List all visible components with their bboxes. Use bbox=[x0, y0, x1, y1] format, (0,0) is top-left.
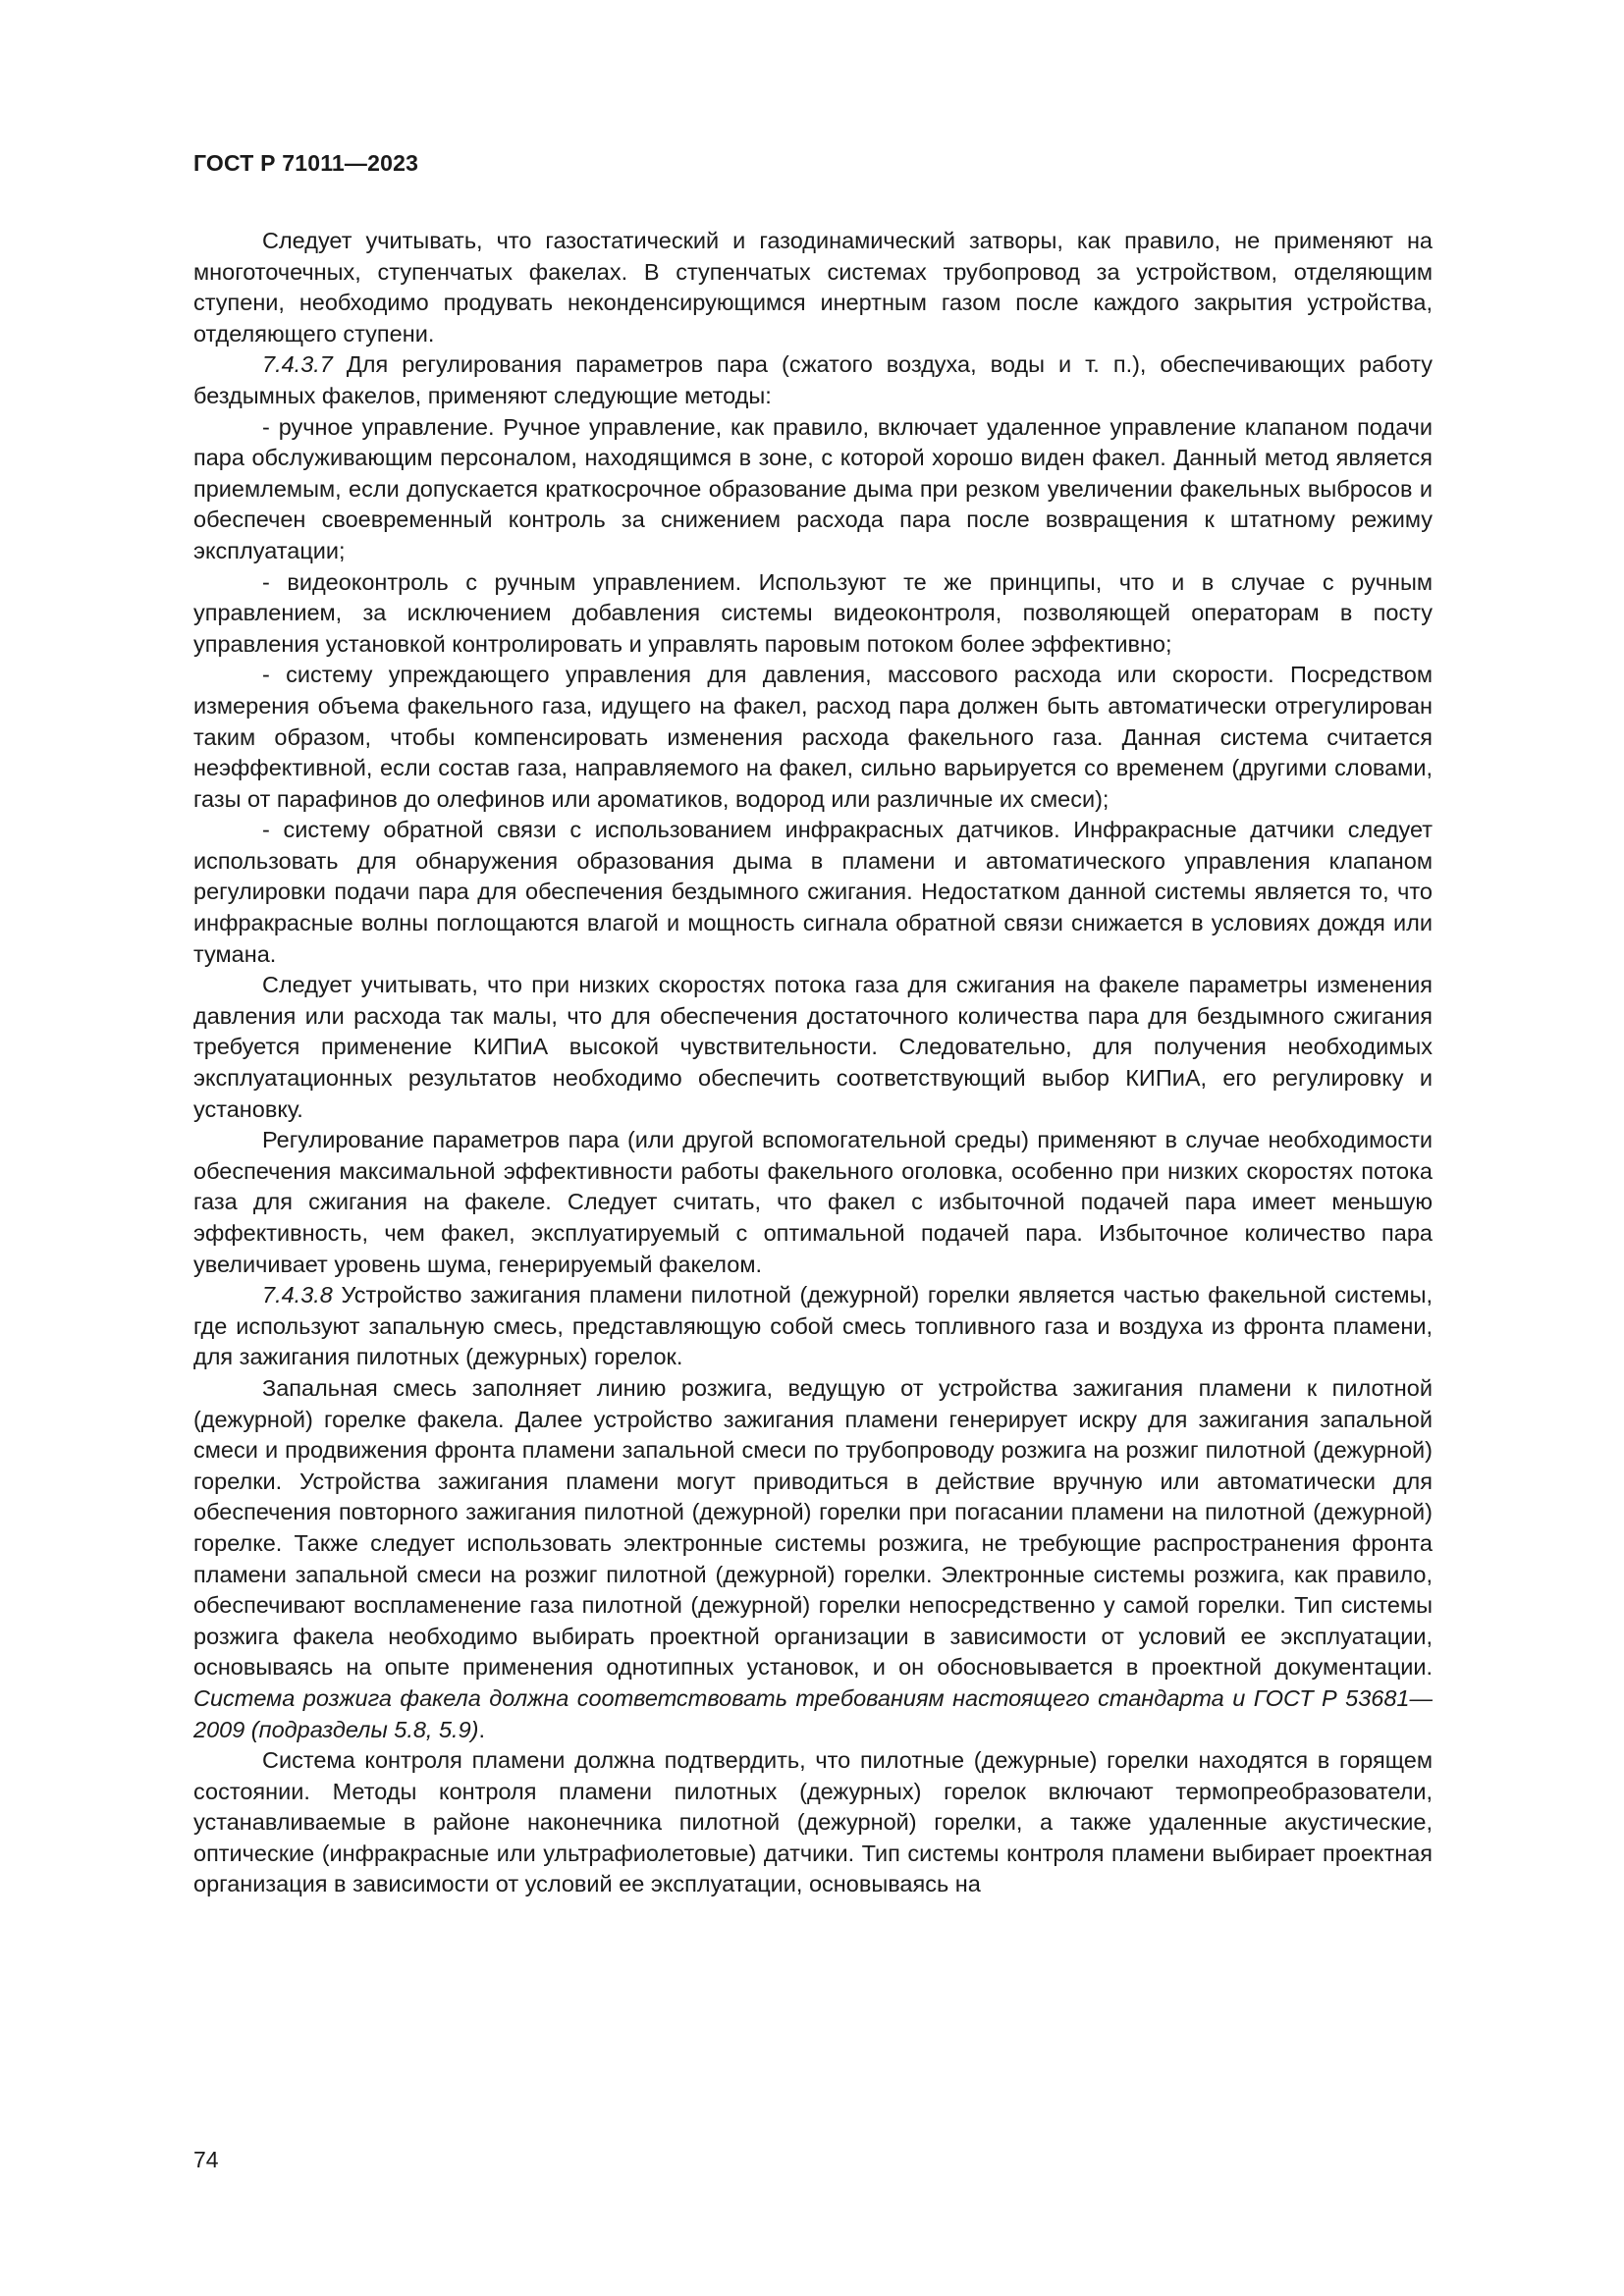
page-number: 74 bbox=[193, 2147, 219, 2172]
paragraph-text: Следует учитывать, что газостатический и газодинамический затворы, как правило, не применяют на многоточечных, ступенчатых факелах. В ступенчатых системах трубопровод за устройством, отделяющим ступени, необходимо продувать неконденсирующимся инертным газом после каждого закрытия устройства, отделяющего ступени. bbox=[193, 228, 1433, 347]
list-item bbox=[193, 412, 1433, 567]
clause-number: 7.4.3.7 bbox=[262, 351, 333, 378]
paragraph bbox=[193, 1125, 1433, 1280]
paragraph-text: - видеоконтроль с ручным управлением. Используют те же принципы, что и в случае с ручным управлением, за исключением добавления системы видеоконтроля, позволяющей операторам в посту управления установкой контролировать и управлять паровым потоком более эффективно; bbox=[193, 568, 1433, 657]
paragraph-text: - ручное управление. Ручное управление, как правило, включает удаленное управление клапаном подачи пара обслуживающим персоналом, находящимся в зоне, с которой хорошо виден факел. Данный метод является приемлемым, если допускается краткосрочное образование дыма при резком увеличении факельных выбросов и обеспечен своевременный контроль за снижением расхода пара после возвращения к штатному режиму эксплуатации; bbox=[193, 413, 1433, 563]
paragraph-text: Запальная смесь заполняет линию розжига, ведущую от устройства зажигания пламени к пилотной (дежурной) горелке факела. Далее устройство зажигания пламени генерирует искру для зажигания запальной смеси и продвижения фронта пламени запальной смеси по трубопроводу розжига на розжиг пилотной (дежурной) горелки. Устройства зажигания пламени могут приводиться в действие вручную или автоматически для обеспечения повторного зажигания пилотной (дежурной) горелки при погасании пламени на пилотной (дежурной) горелке. Также следует использовать электронные системы розжига, не требующие распространения фронта пламени запальной смеси на розжиг пилотной (дежурной) горелки. Электронные системы розжига, как правило, обеспечивают воспламенение газа пилотной (дежурной) горелки непосредственно у самой горелки. Тип системы розжига факела необходимо выбирать проектной организации в зависимости от условий ее эксплуатации, основываясь на опыте применения однотипных установок, и он обосновывается в проектной документации. bbox=[193, 1374, 1433, 1681]
paragraph bbox=[193, 1745, 1433, 1900]
document-body bbox=[193, 226, 1433, 1900]
paragraph bbox=[193, 1280, 1433, 1373]
paragraph bbox=[193, 1373, 1433, 1745]
paragraph-text: Устройство зажигания пламени пилотной (дежурной) горелки является частью факельной системы, где используют запальную смесь, представляющую собой смесь топливного газа и воздуха из фронта пламени, для зажигания пилотных (дежурных) горелок. bbox=[193, 1282, 1433, 1370]
list-item bbox=[193, 815, 1433, 970]
paragraph-tail: . bbox=[478, 1716, 486, 1742]
paragraph bbox=[193, 226, 1433, 349]
paragraph-text: - систему упреждающего управления для давления, массового расхода или скорости. Посредством измерения объема факельного газа, идущего на факел, расход пара должен быть автоматически отрегулирован таким образом, чтобы компенсировать изменения расхода факельного газа. Данная система считается неэффективной, если состав газа, направляемого на факел, сильно варьируется со временем (другими словами, газы от парафинов до олефинов или ароматиков, водород или различные их смеси); bbox=[193, 662, 1433, 812]
paragraph-text: Регулирование параметров пара (или другой вспомогательной среды) применяют в случае необходимости обеспечения максимальной эффективности работы факельного оголовка, особенно при низких скоростях потока газа для сжигания на факеле. Следует считать, что факел с избыточной подачей пара имеет меньшую эффективность, чем факел, эксплуатируемый с оптимальной подачей пара. Избыточное количество пара увеличивает уровень шума, генерируемый факелом. bbox=[193, 1127, 1433, 1277]
paragraph bbox=[193, 970, 1433, 1125]
paragraph-text: - систему обратной связи с использованием инфракрасных датчиков. Инфракрасные датчики следует использовать для обнаружения образования дыма в пламени и автоматического управления клапаном регулировки подачи пара для обеспечения бездымного сжигания. Недостатком данной системы является то, что инфракрасные волны поглощаются влагой и мощность сигнала обратной связи снижается в условиях дождя или тумана. bbox=[193, 817, 1433, 967]
paragraph-text: Система контроля пламени должна подтвердить, что пилотные (дежурные) горелки находятся в горящем состоянии. Методы контроля пламени пилотных (дежурных) горелок включают термопреобразователи, устанавливаемые в районе наконечника пилотной (дежурной) горелки, а также удаленные акустические, оптические (инфракрасные или ультрафиолетовые) датчики. Тип системы контроля пламени выбирает проектная организация в зависимости от условий ее эксплуатации, основываясь на bbox=[193, 1747, 1433, 1897]
clause-number: 7.4.3.8 bbox=[262, 1282, 333, 1308]
paragraph-text: Следует учитывать, что при низких скоростях потока газа для сжигания на факеле параметры изменения давления или расхода так малы, что для обеспечения достаточного количества пара для бездымного сжигания требуется применение КИПиА высокой чувствительности. Следовательно, для получения необходимых эксплуатационных результатов необходимо обеспечить соответствующий выбор КИПиА, его регулировку и установку. bbox=[193, 972, 1433, 1122]
document-header: ГОСТ Р 71011—2023 bbox=[193, 150, 419, 176]
list-item bbox=[193, 660, 1433, 815]
italic-requirement: Система розжига факела должна соответствовать требованиям настоящего стандарта и ГОСТ Р 53681—2009 (подразделы 5.8, 5.9) bbox=[193, 1684, 1433, 1742]
list-item bbox=[193, 567, 1433, 661]
paragraph bbox=[193, 349, 1433, 411]
paragraph-text: Для регулирования параметров пара (сжатого воздуха, воды и т. п.), обеспечивающих работу бездымных факелов, применяют следующие методы: bbox=[193, 351, 1433, 408]
